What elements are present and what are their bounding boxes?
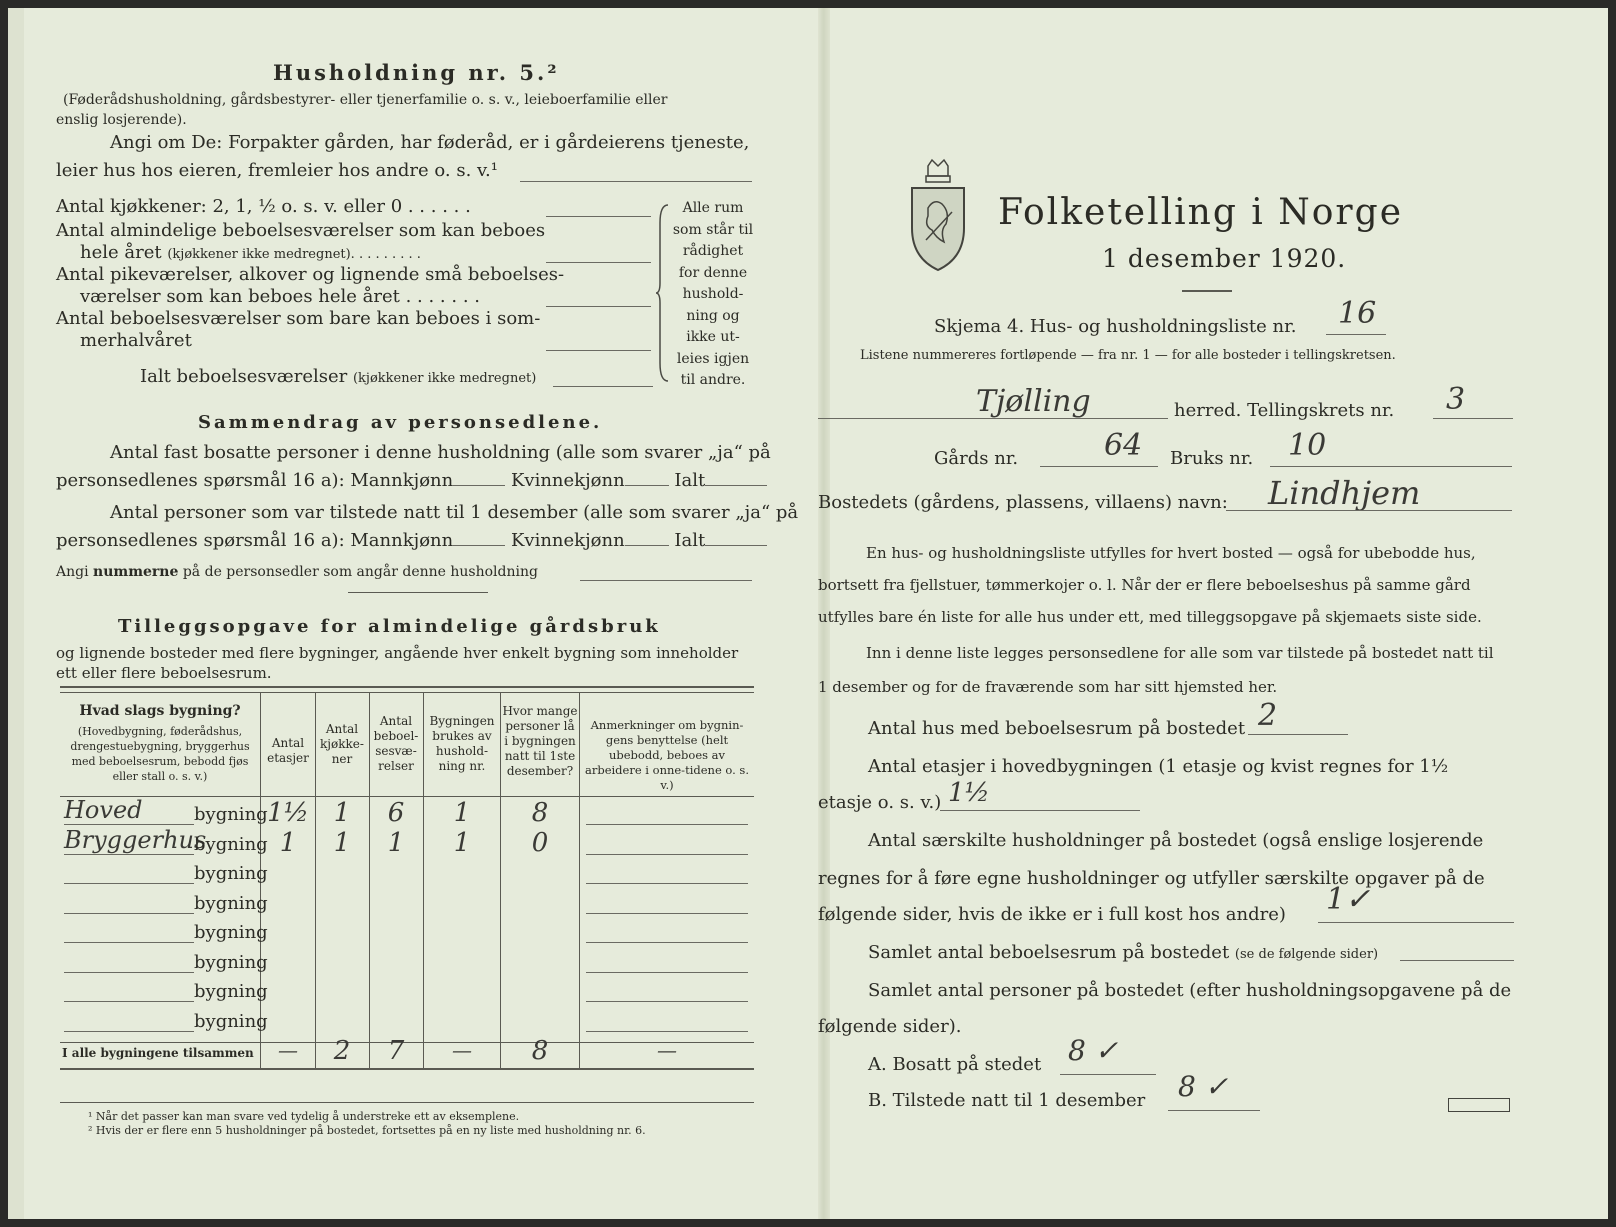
col-header-etasjer: Antal etasjer bbox=[267, 736, 309, 765]
etasjer-label-1: Antal etasjer i hovedbygningen (1 etasje og kvist regnes for 1½ bbox=[868, 756, 1449, 777]
krets-line bbox=[1433, 418, 1513, 419]
table-cell-etasjer[interactable]: 1½ bbox=[267, 798, 309, 828]
left-page-edge bbox=[8, 8, 24, 1219]
building-name-line bbox=[64, 1001, 194, 1002]
kitchens-field[interactable] bbox=[546, 216, 651, 217]
building-name-line bbox=[64, 913, 194, 914]
herred-label: herred. Tellingskrets nr. bbox=[1174, 400, 1395, 421]
col-header-anmerkninger: Anmerkninger om bygnin-gens benyttelse (helt ubebodd, beboes av arbeidere i onne-tidene o. s. v.) bbox=[584, 718, 749, 792]
instruction-5: 1 desember og for de fraværende som har sitt hjemsted her. bbox=[818, 678, 1278, 696]
rooms-b-line2: værelser som kan beboes hele året . . . . . . . bbox=[80, 286, 480, 307]
summary-line-1a: Antal fast bosatte personer i denne husholdning (alle som svarer „ja“ på bbox=[110, 442, 771, 463]
sarskilte-2: regnes for å føre egne husholdninger og utfyller særskilte opgaver på de bbox=[818, 868, 1485, 889]
col-header-husholdning: Bygningen brukes av hushold-ning nr. bbox=[429, 714, 495, 773]
table-cell-pers[interactable]: 0 bbox=[531, 827, 549, 858]
table-cell-anmerkninger[interactable] bbox=[586, 883, 748, 884]
kitchens-label: Antal kjøkkener: 2, 1, ½ o. s. v. eller 0 . . . . . . bbox=[56, 196, 471, 217]
rooms-total-field[interactable] bbox=[553, 386, 653, 387]
tilstede-line bbox=[1168, 1110, 1260, 1111]
samlet-rum-label: Samlet antal beboelsesrum på bostedet (se de følgende sider) bbox=[868, 942, 1379, 963]
table-cell-hush[interactable]: 1 bbox=[453, 827, 471, 858]
building-name-field[interactable]: Hoved bbox=[64, 796, 143, 824]
instruction-4: Inn i denne liste legges personsedlene for alle som var tilstede på bostedet natt til bbox=[866, 644, 1494, 662]
table-cell-vaerelser[interactable]: 1 bbox=[387, 827, 405, 858]
sarskilte-1: Antal særskilte husholdninger på bostedet (også enslige losjerende bbox=[868, 830, 1484, 851]
table-cell-anmerkninger[interactable] bbox=[586, 913, 748, 914]
table-cell-anmerkninger[interactable] bbox=[586, 972, 748, 973]
bygning-label: bygning bbox=[194, 863, 268, 884]
summary-line-2b: personsedlenes spørsmål 16 a): Mannkjønn Kvinnekjønn Ialt bbox=[56, 530, 767, 551]
total-label: I alle bygningene tilsammen bbox=[62, 1046, 254, 1060]
bosted-line bbox=[1226, 510, 1512, 511]
rooms-a-line2: hele året (kjøkkener ikke medregnet). . . . . . . . . bbox=[80, 242, 421, 263]
tillegg-line-2: ett eller flere beboelsesrum. bbox=[56, 664, 272, 682]
table-cell-anmerkninger[interactable] bbox=[586, 854, 748, 855]
tillegg-line-1: og lignende bosteder med flere bygninger, angående hver enkelt bygning som inneholder bbox=[56, 644, 739, 662]
table-cell-vaerelser[interactable]: 6 bbox=[387, 798, 405, 828]
hus-value[interactable]: 2 bbox=[1258, 698, 1278, 733]
building-name-field[interactable]: Bryggerhus bbox=[64, 825, 207, 854]
brace-note-line: som står til bbox=[672, 221, 754, 238]
norway-coat-of-arms-icon bbox=[906, 158, 970, 274]
rooms-b-line1: Antal pikeværelser, alkover og lignende små beboelses- bbox=[56, 264, 565, 285]
rooms-total-label: Ialt beboelsesværelser (kjøkkener ikke medregnet) bbox=[140, 366, 537, 387]
etasjer-line bbox=[940, 810, 1140, 811]
table-cell-hush[interactable]: 1 bbox=[453, 798, 471, 828]
bruks-number[interactable]: 10 bbox=[1288, 428, 1327, 463]
tilstede-value[interactable]: 8 ✓ bbox=[1178, 1070, 1229, 1103]
summary-line-2a: Antal personer som var tilstede natt til 1 desember (alle som svarer „ja“ på bbox=[110, 502, 799, 523]
bruks-label: Bruks nr. bbox=[1170, 448, 1254, 469]
bygning-label: bygning bbox=[194, 892, 268, 914]
bygning-label: bygning bbox=[194, 833, 268, 855]
bygning-label: bygning bbox=[194, 804, 268, 825]
table-cell-pers[interactable]: 8 bbox=[531, 798, 549, 828]
samlet-pers-2: følgende sider). bbox=[818, 1016, 962, 1037]
footnote-1: ¹ Når det passer kan man svare ved tydelig å understreke ett av eksemplene. bbox=[88, 1110, 520, 1123]
tilstede-label: B. Tilstede natt til 1 desember bbox=[868, 1090, 1146, 1111]
angi-line-1: Angi om De: Forpakter gården, har føderåd, er i gårdeierens tjeneste, bbox=[110, 132, 750, 153]
samlet-rum-line[interactable] bbox=[1400, 960, 1514, 961]
bosatt-label: A. Bosatt på stedet bbox=[868, 1054, 1042, 1075]
brace-note-line: ning og bbox=[686, 307, 740, 324]
census-form-sheet bbox=[8, 8, 1608, 1219]
gards-number[interactable]: 64 bbox=[1104, 428, 1143, 463]
divider bbox=[348, 592, 488, 593]
table-cell-anmerkninger[interactable] bbox=[586, 942, 748, 943]
skjema-number-line bbox=[1326, 334, 1386, 335]
bosatt-line bbox=[1060, 1074, 1156, 1075]
table-cell-anmerkninger[interactable] bbox=[586, 1031, 748, 1032]
col-header-personer: Hvor mange personer lå i bygningen natt til 1ste desember? bbox=[502, 704, 578, 778]
col-header-vaerelser: Antal beboel-sesvæ-relser bbox=[373, 714, 419, 773]
total-anmerkninger[interactable]: — bbox=[657, 1038, 677, 1062]
rooms-a-field[interactable] bbox=[546, 262, 651, 263]
brace-note-line: Alle rum bbox=[682, 200, 744, 216]
angi-fill-line[interactable] bbox=[520, 181, 752, 182]
total-personer[interactable]: 8 bbox=[531, 1036, 549, 1066]
bygning-label: bygning bbox=[194, 922, 268, 943]
building-name-line bbox=[64, 972, 194, 973]
total-etasjer[interactable]: — bbox=[278, 1038, 298, 1062]
rooms-c-line1: Antal beboelsesværelser som bare kan beboes i som- bbox=[56, 308, 541, 329]
col-header-type-note: (Hovedbygning, føderådshus, drengestuebygning, bryggerhus med beboelsesrum, bebodd fjøs eller stall o. s. v.) bbox=[70, 725, 250, 783]
brace-note-line: hushold- bbox=[682, 286, 744, 302]
table-cell-etasjer[interactable]: 1 bbox=[279, 827, 297, 858]
total-vaerelser[interactable]: 7 bbox=[387, 1036, 405, 1066]
household-note: (Føderådshusholdning, gårdsbestyrer- eller tjenerfamilie o. s. v., leieboerfamilie eller bbox=[63, 92, 668, 108]
etasjer-label-2: etasje o. s. v.) bbox=[818, 792, 942, 813]
bruks-line bbox=[1270, 466, 1512, 467]
sarskilte-line bbox=[1318, 922, 1514, 923]
instruction-1: En hus- og husholdningsliste utfylles for hvert bosted — også for ubebodde hus, bbox=[866, 544, 1476, 562]
building-name-line bbox=[64, 942, 194, 943]
form-date: 1 desember 1920. bbox=[1102, 244, 1347, 273]
bygning-label: bygning bbox=[194, 951, 268, 973]
listene-note: Listene nummereres fortløpende — fra nr. 1 — for alle bosteder i tellingskretsen. bbox=[860, 348, 1396, 363]
bosted-label: Bostedets (gårdens, plassens, villaens) navn: bbox=[818, 492, 1228, 513]
total-hush[interactable]: — bbox=[452, 1038, 472, 1062]
table-cell-anmerkninger[interactable] bbox=[586, 1001, 748, 1002]
bygning-label: bygning bbox=[194, 1010, 268, 1032]
total-kjokken[interactable]: 2 bbox=[333, 1036, 351, 1066]
bosted-value[interactable]: Lindhjem bbox=[1268, 474, 1421, 512]
rooms-b-field[interactable] bbox=[546, 306, 651, 307]
instruction-3: utfylles bare én liste for alle hus under ett, med tilleggsopgave på skjemaets siste side. bbox=[818, 608, 1482, 626]
nummerne-field[interactable] bbox=[580, 580, 752, 581]
building-name-line bbox=[64, 1031, 194, 1032]
hus-line bbox=[1248, 734, 1348, 735]
rooms-a-line1: Antal almindelige beboelsesværelser som kan beboes bbox=[56, 220, 546, 241]
herred-value[interactable]: Tjølling bbox=[976, 384, 1091, 419]
tillegg-title: Tilleggsopgave for almindelige gårdsbruk bbox=[118, 616, 661, 637]
bygning-label: bygning bbox=[194, 981, 268, 1002]
printer-stamp-icon bbox=[1448, 1098, 1510, 1112]
sarskilte-value[interactable]: 1✓ bbox=[1326, 882, 1371, 917]
summary-line-1b: personsedlenes spørsmål 16 a): Mannkjønn Kvinnekjønn Ialt bbox=[56, 470, 767, 491]
brace-note-line: til andre. bbox=[680, 372, 746, 388]
form-title: Folketelling i Norge bbox=[998, 192, 1403, 233]
instruction-2: bortsett fra fjellstuer, tømmerkojer o. l. Når der er flere beboelseshus på samme gård bbox=[818, 576, 1471, 594]
brace-note-line: for denne bbox=[678, 264, 748, 281]
col-header-type: Hvad slags bygning? bbox=[79, 703, 241, 719]
hus-label: Antal hus med beboelsesrum på bostedet bbox=[868, 718, 1246, 739]
summary-title: Sammendrag av personsedlene. bbox=[198, 412, 603, 433]
etasjer-value[interactable]: 1½ bbox=[948, 778, 990, 808]
building-name-line bbox=[64, 883, 194, 884]
table-cell-kjokken[interactable]: 1 bbox=[333, 798, 351, 828]
brace-icon bbox=[656, 203, 670, 383]
table-cell-anmerkninger[interactable] bbox=[586, 824, 748, 825]
bosatt-value[interactable]: 8 ✓ bbox=[1068, 1034, 1119, 1067]
household-note-2: enslig losjerende). bbox=[56, 112, 187, 128]
krets-number[interactable]: 3 bbox=[1446, 382, 1466, 417]
brace-note-line: ikke ut- bbox=[686, 329, 740, 345]
household-title: Husholdning nr. 5.² bbox=[273, 60, 560, 85]
gards-line bbox=[1040, 466, 1158, 467]
samlet-pers-1: Samlet antal personer på bostedet (efter husholdningsopgavene på de bbox=[868, 980, 1512, 1001]
brace-note bbox=[672, 198, 754, 392]
brace-note-line: leies igjen bbox=[676, 350, 750, 367]
angi-line-2: leier hus hos eieren, fremleier hos andre o. s. v.¹ bbox=[56, 160, 498, 181]
brace-note-line: rådighet bbox=[682, 243, 744, 259]
skjema-label: Skjema 4. Hus- og husholdningsliste nr. bbox=[934, 316, 1297, 337]
gards-label: Gårds nr. bbox=[934, 448, 1019, 469]
rooms-c-field[interactable] bbox=[546, 350, 651, 351]
building-name-line bbox=[64, 854, 194, 855]
col-header-kjokkener: Antal kjøkke-ner bbox=[320, 722, 364, 766]
skjema-number[interactable]: 16 bbox=[1338, 296, 1377, 331]
angi-nummerne: Angi nummerne på de personsedler som angår denne husholdning bbox=[56, 564, 538, 580]
footnote-2: ² Hvis der er flere enn 5 husholdninger på bostedet, fortsettes på en ny liste med husholdning nr. 6. bbox=[88, 1124, 646, 1137]
table-cell-kjokken[interactable]: 1 bbox=[333, 827, 351, 858]
title-divider bbox=[1182, 290, 1232, 292]
sarskilte-3: følgende sider, hvis de ikke er i full kost hos andre) bbox=[818, 904, 1286, 925]
rooms-c-line2: merhalvåret bbox=[80, 330, 192, 351]
